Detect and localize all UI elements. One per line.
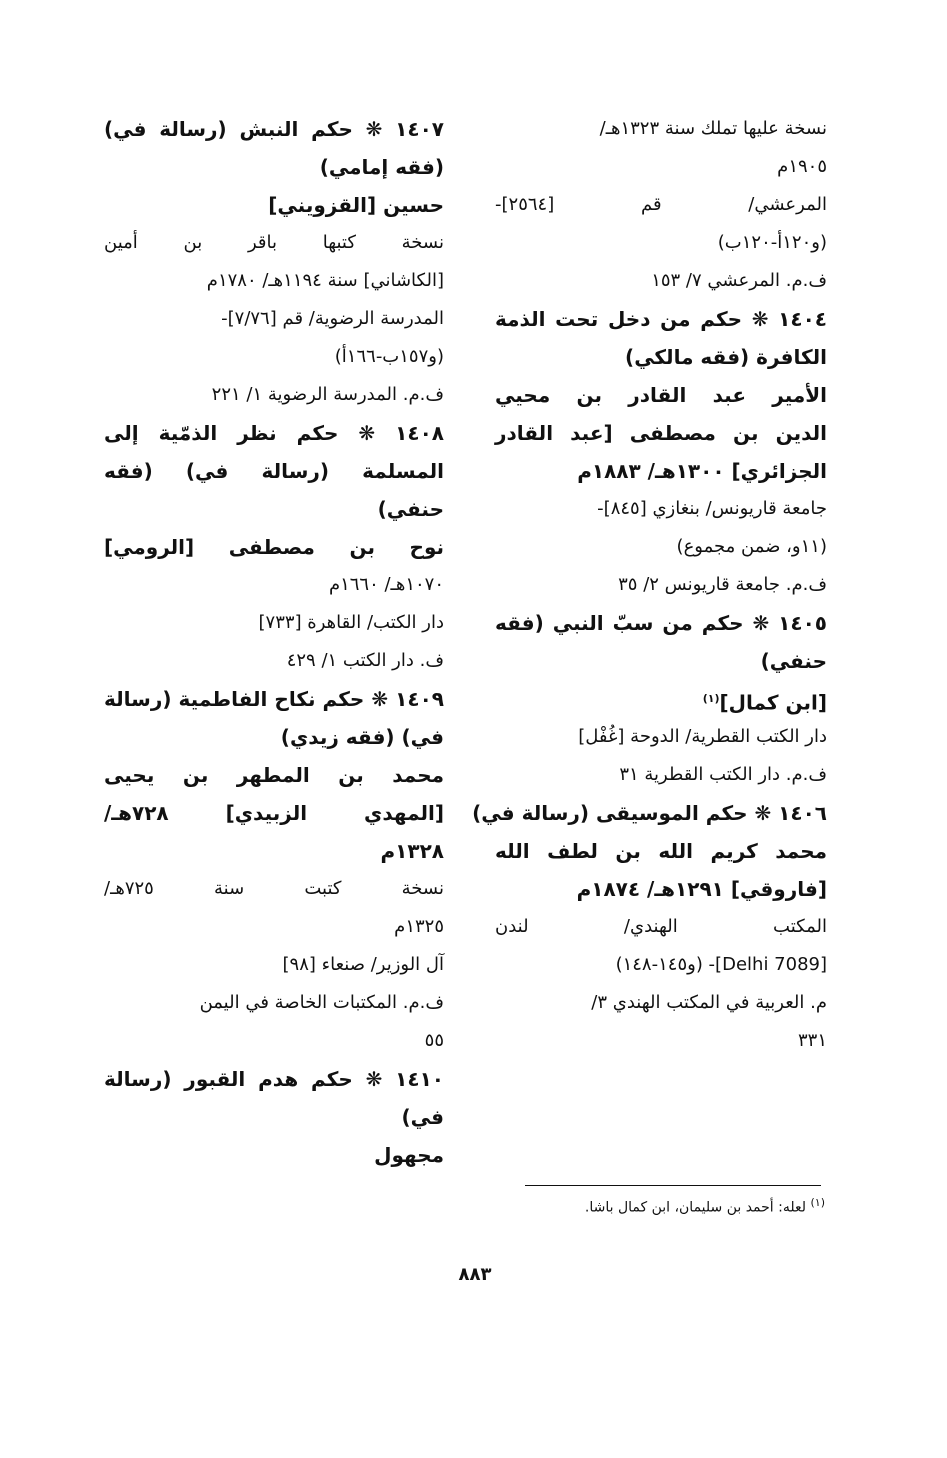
line-text: ١٤٠٨ ❋ حكم نظر الذمّية إلى <box>104 421 444 445</box>
line-text: نسخة عليها تملك سنة ١٣٢٣هـ/ <box>599 118 827 139</box>
text-line <box>104 566 444 604</box>
text-line <box>495 718 827 756</box>
footnote-separator <box>525 1185 821 1186</box>
text-line <box>104 794 444 832</box>
line-text: الكافرة (فقه مالكي) <box>625 345 827 369</box>
text-line <box>495 566 827 604</box>
line-text: آل الوزير/ صنعاء [٩٨] <box>282 954 444 975</box>
text-line <box>104 262 444 300</box>
line-text: المسلمة (رسالة في) (فقه <box>104 459 444 483</box>
text-line <box>104 186 444 224</box>
line-text: حنفي) <box>760 649 827 673</box>
text-line <box>104 110 444 148</box>
footnote <box>505 1196 825 1216</box>
text-line <box>495 528 827 566</box>
text-line <box>104 1136 444 1174</box>
line-text: الدين بن مصطفى [عبد القادر <box>495 421 827 445</box>
text-line <box>495 642 827 680</box>
line-text: نسخة كتبها باقر بن أمين <box>104 232 444 253</box>
line-text: المدرسة الرضوية/ قم [٧/٧٦]- <box>221 308 444 329</box>
line-text: (و١٢٠أ-١٢٠ب) <box>717 232 827 253</box>
line-text: ف.م. المرعشي ٧/ ١٥٣ <box>651 270 827 291</box>
text-line <box>495 186 827 224</box>
line-text: ف.م. المكتبات الخاصة في اليمن <box>199 992 444 1013</box>
line-text: ١٤١٠ ❋ حكم هدم القبور (رسالة <box>104 1067 444 1091</box>
line-text: ١٤٠٤ ❋ حكم من دخل تحت الذمة <box>495 307 827 331</box>
line-text: ١٩٠٥م <box>777 156 827 177</box>
line-text: الجزائري] ١٣٠٠هـ/ ١٨٨٣م <box>577 459 827 483</box>
line-text: نوح بن مصطفى [الرومي] <box>104 535 444 559</box>
text-line <box>104 224 444 262</box>
left-column <box>104 110 444 1174</box>
text-line <box>495 604 827 642</box>
line-text: ١٤٠٦ ❋ حكم الموسيقى (رسالة في) <box>472 801 827 825</box>
text-line <box>104 756 444 794</box>
text-line <box>495 908 827 946</box>
line-text: ١٣٢٥م <box>394 916 444 937</box>
line-text: دار الكتب/ القاهرة [٧٣٣] <box>258 612 444 633</box>
text-line <box>495 1022 827 1060</box>
text-line <box>495 224 827 262</box>
line-text: [المهدي الزبيدي] ٧٢٨هـ/ <box>104 801 444 825</box>
text-line <box>104 300 444 338</box>
text-line <box>104 376 444 414</box>
line-text: ف.م. جامعة قاريونس ٢/ ٣٥ <box>618 574 827 595</box>
text-line <box>104 1022 444 1060</box>
text-line <box>495 870 827 908</box>
text-line <box>495 680 827 718</box>
line-text: م. العربية في المكتب الهندي ٣/ <box>591 992 827 1013</box>
text-line <box>104 452 444 490</box>
line-text: [الكاشاني] سنة ١١٩٤هـ/ ١٧٨٠م <box>206 270 444 291</box>
text-line <box>495 300 827 338</box>
line-text: المكتب الهندي/ لندن <box>495 916 827 937</box>
text-line <box>495 414 827 452</box>
text-line <box>495 338 827 376</box>
text-line <box>104 528 444 566</box>
page-number: ٨٨٣ <box>458 1264 492 1285</box>
line-text: (فقه إمامي) <box>319 155 444 179</box>
text-line <box>495 756 827 794</box>
text-line <box>495 832 827 870</box>
line-text: في) <box>401 1105 444 1129</box>
text-line <box>495 946 827 984</box>
line-text: ف.م. دار الكتب القطرية ٣١ <box>619 764 827 785</box>
right-column <box>472 110 827 1060</box>
line-text: محمد بن المطهر بن يحيى <box>104 763 444 787</box>
line-text: حنفي) <box>377 497 444 521</box>
line-text: المرعشي/ قم [٢٥٦٤]- <box>495 194 827 215</box>
text-line <box>104 1060 444 1098</box>
line-text: في) (فقه زيدي) <box>280 725 444 749</box>
text-line <box>104 490 444 528</box>
line-text: ٥٥ <box>424 1030 444 1051</box>
line-text: ٣٣١ <box>797 1030 827 1051</box>
line-text: محمد كريم الله بن لطف الله <box>495 839 827 863</box>
text-line <box>495 148 827 186</box>
line-text: حسين [القزويني] <box>268 193 444 217</box>
line-text: ف. دار الكتب ١/ ٤٢٩ <box>286 650 444 671</box>
line-text: دار الكتب القطرية/ الدوحة [غُفْل] <box>578 726 827 747</box>
line-text: [Delhi 7089]- (و١٤٥-١٤٨) <box>615 954 827 975</box>
text-line <box>104 832 444 870</box>
footnote-marker: (١) <box>810 1196 825 1209</box>
text-line <box>104 1098 444 1136</box>
text-line <box>495 262 827 300</box>
text-line <box>104 414 444 452</box>
line-text: ١٤٠٧ ❋ حكم النبش (رسالة في) <box>104 117 444 141</box>
text-line <box>104 984 444 1022</box>
line-text: مجهول <box>374 1143 444 1167</box>
text-line <box>495 452 827 490</box>
line-text: ف.م. المدرسة الرضوية ١/ ٢٢١ <box>211 384 444 405</box>
line-text: ١٤٠٥ ❋ حكم من سبّ النبي (فقه <box>495 611 827 635</box>
line-text: (١١و، ضمن مجموع) <box>676 536 827 557</box>
text-line <box>104 870 444 908</box>
text-line <box>495 984 827 1022</box>
text-line <box>104 718 444 756</box>
text-line <box>104 642 444 680</box>
text-line <box>472 794 827 832</box>
line-text: ١٣٢٨م <box>380 839 444 863</box>
footnote-text: لعله: أحمد بن سليمان، ابن كمال باشا. <box>584 1199 807 1216</box>
line-text: [فاروقي] ١٢٩١هـ/ ١٨٧٤م <box>576 877 827 901</box>
text-line <box>495 376 827 414</box>
line-text: نسخة كتبت سنة ٧٢٥هـ/ <box>104 878 444 899</box>
line-text: [ابن كمال] <box>719 690 827 715</box>
text-line <box>104 604 444 642</box>
line-text: الأمير عبد القادر بن محيي <box>495 383 827 407</box>
text-line <box>104 148 444 186</box>
text-line <box>104 908 444 946</box>
line-text: (و١٥٧ب-١٦٦أ) <box>334 346 444 367</box>
text-line <box>495 490 827 528</box>
text-line <box>104 338 444 376</box>
text-line <box>104 946 444 984</box>
line-text: ١٤٠٩ ❋ حكم نكاح الفاطمية (رسالة <box>104 687 444 711</box>
text-line <box>495 110 827 148</box>
line-text: ١٠٧٠هـ/ ١٦٦٠م <box>328 574 444 595</box>
line-text: جامعة قاريونس/ بنغازي [٨٤٥]- <box>597 498 827 519</box>
text-line <box>104 680 444 718</box>
footnote-reference: (١) <box>702 692 720 705</box>
